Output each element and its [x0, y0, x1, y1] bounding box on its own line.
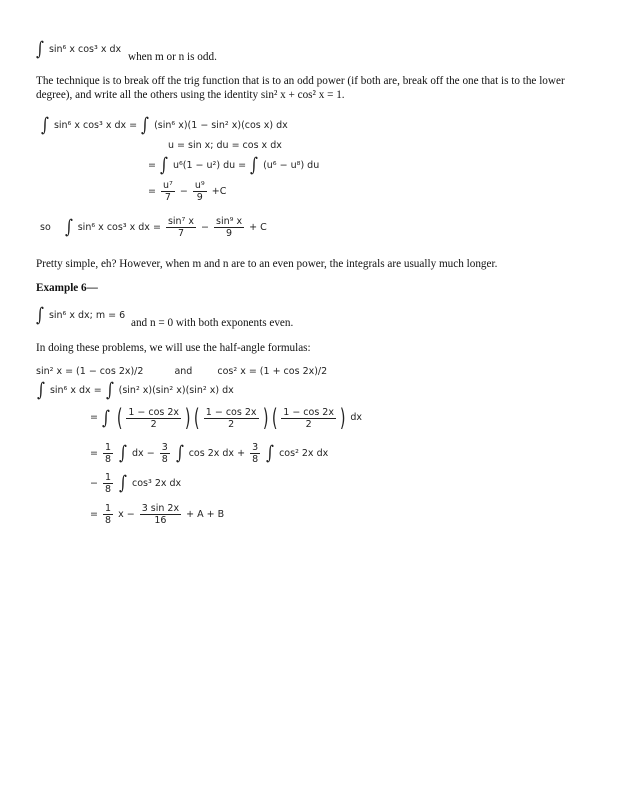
equals-sign: = [148, 160, 156, 171]
constant: + C [249, 221, 267, 233]
differential: dx [350, 412, 363, 423]
term: cos² 2x dx [279, 447, 329, 459]
integral-sign: ∫ [266, 442, 275, 464]
and-word: and [174, 366, 193, 377]
right-paren: ) [339, 404, 346, 432]
numerator: u⁷ [163, 180, 173, 191]
denominator: 2 [150, 418, 157, 430]
denominator: 9 [226, 228, 233, 239]
half-angle-formulas [36, 366, 327, 378]
left-paren: ( [116, 404, 123, 432]
block1-line4 [148, 180, 226, 203]
numerator: 1 [105, 442, 112, 453]
fraction [250, 442, 260, 465]
integral-sign: ∫ [159, 154, 168, 176]
integral-sign: ∫ [175, 442, 184, 464]
integral-sign: ∫ [64, 216, 73, 238]
example-heading: Example 6— [36, 282, 98, 294]
block2-line1 [36, 381, 234, 400]
denominator: 2 [305, 418, 312, 430]
fraction [103, 503, 113, 526]
term: x − [118, 508, 135, 520]
integral-sign: ∫ [35, 304, 44, 326]
equals-sign: = [90, 447, 98, 459]
block2-line4 [90, 472, 181, 495]
block2-line2 [90, 406, 362, 430]
block1-result-lhs: sin⁶ x cos³ x dx = [77, 221, 161, 233]
block1-line1-lhs: sin⁶ x cos³ x dx = [53, 120, 138, 131]
example-condition: and n = 0 with both exponents even. [131, 317, 294, 329]
left-paren: ( [271, 404, 278, 432]
fraction [281, 407, 336, 430]
minus-sign: − [90, 477, 98, 489]
half-angle-paragraph: In doing these problems, we will use the half-angle formulas: [36, 342, 311, 354]
fraction [103, 442, 113, 465]
denominator: 8 [105, 454, 112, 465]
equals-sign: = [90, 508, 98, 520]
denominator: 8 [105, 484, 112, 495]
header-condition: when m or n is odd. [128, 51, 217, 63]
numerator: sin⁷ x [167, 216, 194, 227]
block1-line3 [148, 156, 319, 175]
numerator: 3 [252, 442, 259, 453]
block1-line3-lhs: u⁶(1 − u²) du = [172, 160, 247, 171]
term: cos 2x dx + [188, 447, 246, 459]
integral-sign: ∫ [101, 406, 110, 429]
sine-half-angle-formula: sin² x = (1 − cos 2x)/2 [36, 366, 144, 377]
fraction [204, 407, 259, 430]
denominator: 9 [196, 192, 203, 203]
numerator: 1 [105, 503, 112, 514]
fraction [126, 407, 181, 430]
denominator: 8 [252, 454, 259, 465]
block1-line1-rhs: (sin⁶ x)(1 − sin² x)(cos x) dx [154, 120, 288, 131]
block1-line3-rhs: (u⁶ − u⁸) du [263, 160, 320, 171]
even-power-paragraph: Pretty simple, eh? However, when m and n are to an even power, the integrals are usually much longer. [36, 258, 498, 270]
integral-sign: ∫ [36, 379, 45, 401]
integral-sign: ∫ [141, 114, 150, 136]
block1-result [40, 216, 267, 239]
denominator: 8 [105, 515, 112, 526]
fraction [160, 442, 170, 465]
right-paren: ) [262, 404, 268, 432]
equals-sign: = [90, 412, 98, 423]
block1-line1 [40, 116, 288, 135]
minus-sign: − [179, 185, 188, 197]
integral-sign: ∫ [105, 379, 114, 401]
denominator: 16 [154, 515, 167, 526]
numerator: 3 sin 2x [141, 503, 180, 514]
fraction [166, 216, 196, 239]
fraction [214, 216, 244, 239]
example-equation [35, 306, 125, 325]
block2-line1-lhs: sin⁶ x dx = [49, 385, 102, 396]
integral-sign: ∫ [119, 442, 127, 464]
block2-line5 [90, 503, 224, 526]
technique-paragraph: The technique is to break off the trig function that is to an odd power (if both are, break off the one that is to the lower degree), and write all the others using the identity sin² x + cos² x = 1. [36, 75, 565, 101]
term: cos³ 2x dx [132, 477, 182, 489]
equals-sign: = [148, 185, 156, 197]
integral-sign: ∫ [35, 38, 44, 60]
numerator: 3 [161, 442, 168, 453]
denominator: 2 [228, 418, 235, 430]
fraction [140, 503, 181, 526]
integral-sign: ∫ [40, 114, 49, 136]
term: + A + B [186, 508, 225, 520]
denominator: 7 [164, 192, 171, 203]
right-paren: ) [184, 404, 191, 432]
integral-sign: ∫ [119, 472, 127, 494]
fraction [161, 180, 175, 203]
integral-sign: ∫ [250, 154, 259, 176]
numerator: u⁹ [194, 180, 205, 191]
block1-substitution: u = sin x; du = cos x dx [168, 140, 282, 151]
numerator: 1 − cos 2x [128, 406, 180, 418]
block2-line3 [90, 442, 328, 465]
denominator: 7 [177, 228, 184, 239]
denominator: 8 [161, 454, 168, 465]
fraction [103, 472, 113, 495]
term: dx − [132, 447, 155, 459]
header-integrand: sin⁶ x cos³ x dx [48, 44, 122, 55]
fraction [193, 180, 207, 203]
block2-line1-rhs: (sin² x)(sin² x)(sin² x) dx [118, 385, 234, 396]
numerator: 1 [105, 472, 112, 483]
cosine-half-angle-formula: cos² x = (1 + cos 2x)/2 [217, 366, 328, 377]
left-paren: ( [194, 404, 200, 432]
numerator: sin⁹ x [216, 216, 243, 227]
minus-sign: − [201, 221, 209, 233]
so-word: so [40, 221, 51, 233]
numerator: 1 − cos 2x [205, 406, 257, 418]
numerator: 1 − cos 2x [283, 406, 334, 418]
constant: +C [211, 185, 227, 197]
example-integrand: sin⁶ x dx; m = 6 [48, 310, 126, 321]
header-equation [35, 40, 121, 59]
